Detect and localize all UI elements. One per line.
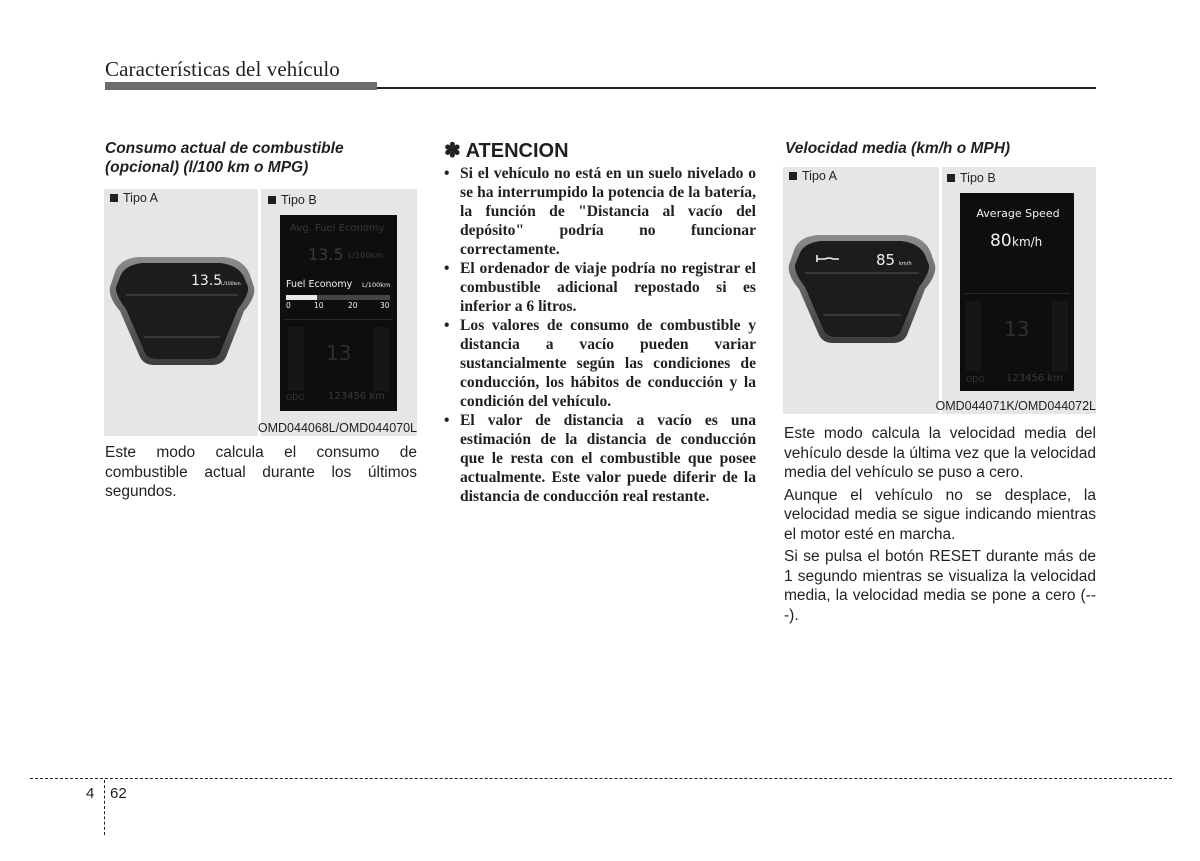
subhead-line: (opcional) (l/100 km o MPG) <box>105 159 309 176</box>
fuel-economy-label: Fuel Economy <box>286 279 353 290</box>
atencion-list <box>444 164 756 506</box>
ghost-unit: L/100km <box>348 251 383 260</box>
tipo-a-label: Tipo A <box>789 169 837 183</box>
average-speed-value: 80 <box>990 231 1012 251</box>
atencion-item: • El valor de distancia a vacío es una estimación de la distancia de conducción que le resta con el combustible que posee actualmente. Este valor puede diferir de la distancia de conducción real restante. <box>444 411 756 506</box>
average-speed-figure <box>783 167 1096 414</box>
tipo-a-label: Tipo A <box>110 191 158 205</box>
fuel-economy-bar-fill <box>286 295 317 300</box>
average-speed-subhead: Velocidad media (km/h o MPH) <box>785 140 1011 157</box>
ghost-odo-label: ODO <box>286 393 305 402</box>
atencion-item: • Los valores de consumo de combustible y distancia a vacío pueden variar sustancialmente según las condiciones de conducción, los hábitos de conducción y la condición del vehículo. <box>444 316 756 411</box>
page-number: 62 <box>110 785 127 802</box>
display-a-value: 85 <box>876 251 896 269</box>
ghost-gauge-left <box>288 327 304 391</box>
cluster-display-type-a <box>104 247 258 372</box>
footer-divider <box>104 780 105 835</box>
tipo-b-label: Tipo B <box>268 193 317 207</box>
chapter-number: 4 <box>86 785 95 802</box>
body-paragraph: Este modo calcula la velocidad media del vehículo desde la última vez que la velocidad media del vehículo se puso a cero. <box>784 425 1096 481</box>
scale-tick: 30 <box>380 301 390 310</box>
fuel-consumption-body: Este modo calcula el consumo de combustible actual durante los últimos segundos. <box>105 444 417 500</box>
figure-caption-left: OMD044068L/OMD044070L <box>257 421 417 435</box>
atencion-title: ✽ ATENCION <box>444 140 569 162</box>
scale-tick: 20 <box>348 301 358 310</box>
lcd-divider <box>284 319 393 320</box>
fuel-consumption-figure <box>104 189 417 436</box>
ghost-odo: 123456 km <box>1006 373 1063 384</box>
subhead-line: Consumo actual de combustible <box>105 140 344 157</box>
lcd-display-type-b <box>960 193 1074 391</box>
display-a-unit: L/100km <box>221 282 241 287</box>
fuel-economy-bar-track <box>286 295 390 300</box>
atencion-item: • El ordenador de viaje podría no registrar el combustible adicional repostado si es inferior a 6 litros. <box>444 259 756 316</box>
ghost-gauge-left <box>966 301 982 371</box>
figure-divider <box>258 189 261 436</box>
scale-tick: 0 <box>286 301 291 310</box>
lcd-divider <box>964 293 1070 294</box>
body-paragraph: Si se pulsa el botón RESET durante más de 1 segundo mientras se visualiza la velocidad media, la velocidad media se pone a cero (---). <box>784 548 1096 624</box>
display-a-value: 13.5 <box>191 273 223 289</box>
ghost-odo: 123456 km <box>328 391 385 402</box>
ghost-gauge-right <box>373 327 389 391</box>
figure-caption-right: OMD044071K/OMD044072L <box>935 399 1096 413</box>
atencion-item: • Si el vehículo no está en un suelo nivelado o se ha interrumpido la potencia de la batería, la función de "Distancia al vacío del depósito" podría no funcionar correctamente. <box>444 164 756 259</box>
display-a-unit: km/h <box>899 261 912 267</box>
average-speed-title: Average Speed <box>976 207 1060 220</box>
fuel-consumption-subhead <box>105 139 425 177</box>
average-speed-unit: km/h <box>1012 235 1043 249</box>
fuel-economy-scale <box>286 301 390 312</box>
page-header-title: Características del vehículo <box>105 57 340 81</box>
ghost-gauge-right <box>1052 301 1068 371</box>
ghost-odo-label: ODO <box>966 375 985 384</box>
ghost-title: Avg. Fuel Economy <box>290 223 385 234</box>
ghost-value: 13.5 <box>308 245 344 264</box>
cluster-display-type-a <box>783 225 941 350</box>
average-speed-body <box>784 424 1096 628</box>
tipo-b-label: Tipo B <box>947 171 996 185</box>
lcd-display-type-b <box>280 215 397 411</box>
scale-tick: 10 <box>314 301 324 310</box>
ghost-temp: 13 <box>1004 317 1030 341</box>
header-rule-accent <box>105 82 377 90</box>
ghost-temp: 13 <box>326 341 352 365</box>
footer-rule <box>30 778 1172 779</box>
body-paragraph: Aunque el vehículo no se desplace, la velocidad media se sigue indicando mientras el motor esté en marcha. <box>784 486 1096 543</box>
fuel-economy-unit: L/100km <box>362 281 391 289</box>
